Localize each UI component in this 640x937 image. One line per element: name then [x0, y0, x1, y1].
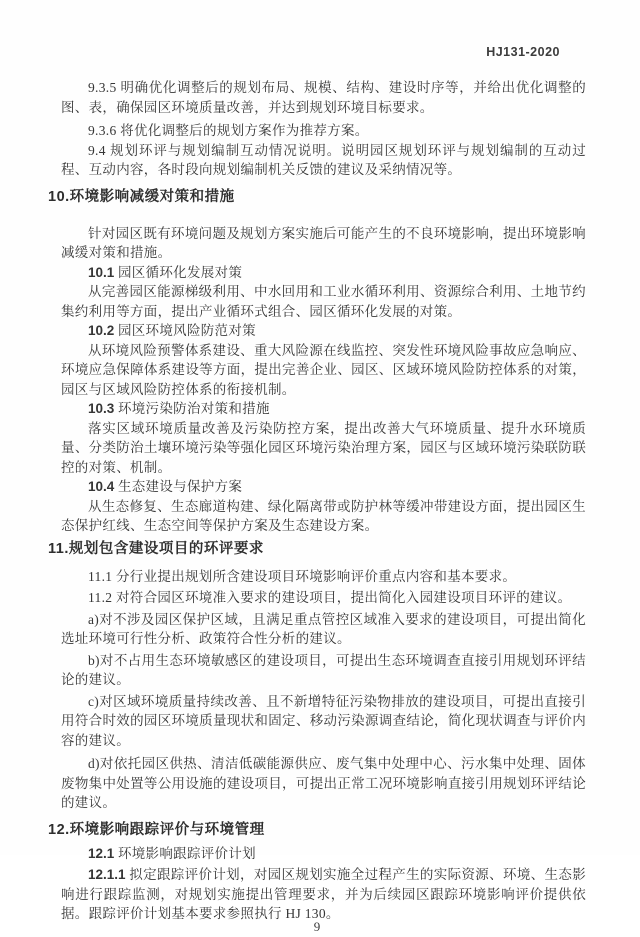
clause-number: 10.2	[88, 323, 115, 338]
paragraph-11-2: 11.2 对符合园区环境准入要求的建设项目，提出简化入园建设项目环评的建议。	[88, 590, 572, 605]
paragraph-11-2-c: c)对区域环境质量持续改善、且不新增特征污染物排放的建设项目，可提出直接引用符合时效的园区环境质量现状和固定、移动污染源调查结论，简化现状调查与评价内容的建议。	[61, 693, 586, 748]
paragraph-9-3-5: 9.3.5 明确优化调整后的规划布局、规模、结构、建设时序等，并给出优化调整的图、表，确保园区环境质量改善，并达到规划环境目标要求。	[61, 80, 586, 115]
sub-heading-label: 园区环境风险防范对策	[114, 323, 256, 338]
paragraph-10-2: 从环境风险预警体系建设、重大风险源在线监控、突发性环境风险事故应急响应、环境应急保障体系建设等方面，提出完善企业、园区、区域环境风险防控体系的对策，园区与区域风险防控体系的衔接机制。	[61, 342, 586, 397]
section-heading-10: 10.环境影响减缓对策和措施	[48, 188, 235, 205]
document-code: HJ131-2020	[486, 45, 560, 59]
sub-heading-label: 生态建设与保护方案	[114, 479, 243, 494]
sub-heading-10-1	[61, 263, 586, 283]
sub-heading-label: 园区循环化发展对策	[114, 264, 243, 280]
sub-heading-10-4	[61, 477, 586, 497]
clause-number: 10.4	[88, 479, 115, 494]
paragraph-12-1-1	[61, 865, 586, 924]
sub-heading-label: 环境影响跟踪评价计划	[114, 845, 256, 861]
clause-number: 12.1	[88, 845, 115, 861]
sub-heading-10-2	[61, 321, 586, 341]
paragraph-10-intro: 针对园区既有环境问题及规划方案实施后可能产生的不良环境影响，提出环境影响减缓对策和措施。	[61, 225, 586, 260]
section-heading-11: 11.规划包含建设项目的环评要求	[48, 540, 264, 557]
paragraph-10-1: 从完善园区能源梯级利用、中水回用和工业水循环利用、资源综合利用、土地节约集约利用等方面，提出产业循环式组合、园区循环化发展的对策。	[61, 284, 586, 319]
paragraph-9-4: 9.4 规划环评与规划编制互动情况说明。说明园区规划环评与规划编制的互动过程、互动内容，各时段向规划编制机关反馈的建议及采纳情况等。	[61, 142, 586, 177]
clause-number: 12.1.1	[88, 867, 126, 882]
sub-heading-10-3	[61, 399, 586, 419]
section-heading-12: 12.环境影响跟踪评价与环境管理	[48, 821, 265, 838]
paragraph-11-2-b: b)对不占用生态环境敏感区的建设项目，可提出生态环境调查直接引用规划环评结论的建议。	[61, 652, 586, 687]
paragraph-11-2-d: d)对依托园区供热、清洁低碳能源供应、废气集中处理中心、污水集中处理、固体废物集中处置等公用设施的建设项目，可提出正常工况环境影响直接引用规划环评结论的建议。	[61, 756, 586, 810]
clause-number: 10.3	[88, 401, 115, 416]
paragraph-11-2-a: a)对不涉及园区保护区域，且满足重点管控区域准入要求的建设项目，可提出简化选址环境可行性分析、政策符合性分析的建议。	[61, 611, 586, 646]
sub-heading-12-1	[61, 844, 586, 864]
paragraph-11-1: 11.1 分行业提出规划所含建设项目环境影响评价重点内容和基本要求。	[88, 568, 517, 584]
paragraph-9-3-6: 9.3.6 将优化调整后的规划方案作为推荐方案。	[88, 123, 369, 138]
page-header	[48, 42, 586, 62]
paragraph-10-3: 落实区域环境质量改善及污染防控方案，提出改善大气环境质量、提升水环境质量、分类防治土壤环境污染等强化园区环境污染治理方案，园区与区域环境污染联防联控的对策、机制。	[61, 420, 586, 475]
paragraph-text: 拟定跟踪评价计划，对园区规划实施全过程产生的实际资源、环境、生态影响进行跟踪监测，对规划实施提出管理要求，并为后续园区跟踪环境影响评价提供依据。跟踪评价计划基本要求参照执行 HJ 130。	[61, 867, 586, 921]
paragraph-10-4: 从生态修复、生态廊道构建、绿化隔离带或防护林等缓冲带建设方面，提出园区生态保护红线、生态空间等保护方案及生态建设方案。	[61, 498, 586, 533]
sub-heading-label: 环境污染防治对策和措施	[114, 401, 270, 416]
page-number: 9	[313, 918, 321, 934]
clause-number: 10.1	[88, 264, 115, 280]
